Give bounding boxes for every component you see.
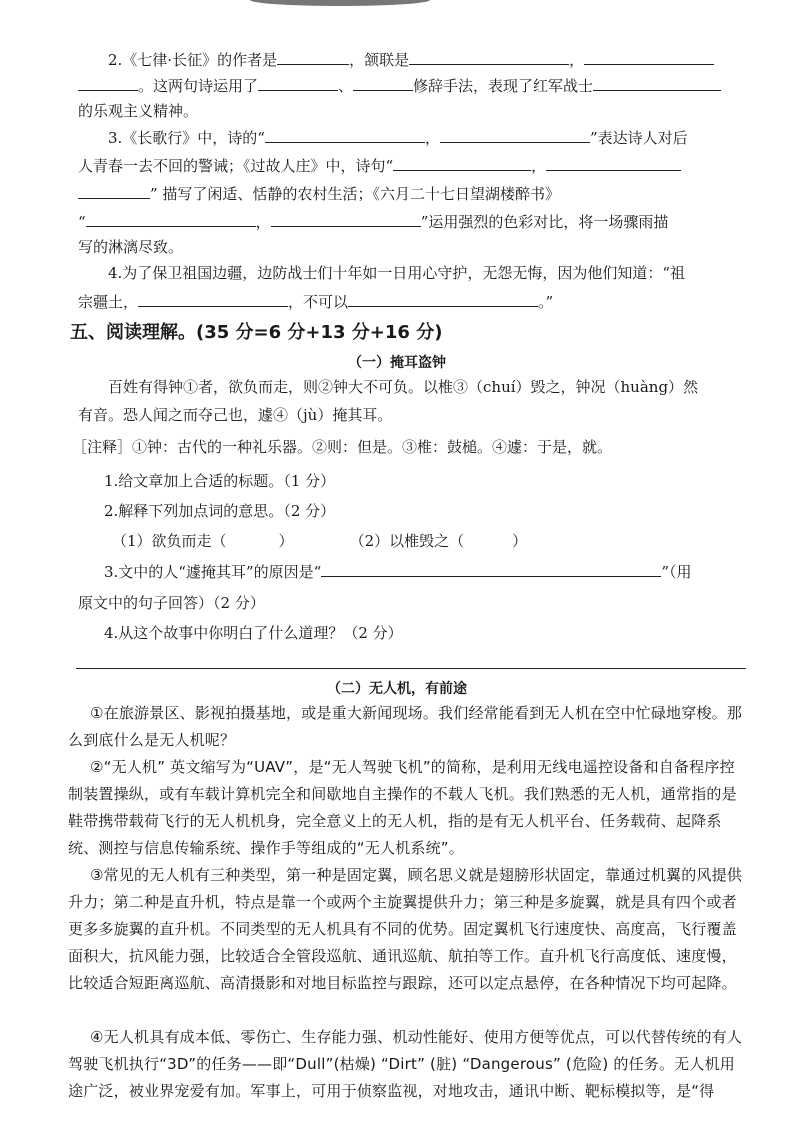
question-3-cont: 原文中的句子回答）（2 分） [78,594,265,612]
passage1-text-line2: 有音。恐人闻之而夺己也，遽④（jù）掩其耳。 [78,406,393,424]
answer-blank[interactable] [271,210,421,227]
answer-blank[interactable] [227,530,279,546]
passage1-title: （一）掩耳盗钟 [348,355,446,371]
answer-blank[interactable] [78,182,150,199]
answer-blank[interactable] [353,74,413,91]
answer-blank[interactable] [258,74,338,91]
q3-line3: ” 描写了闲适、恬静的农村生活；《六月二十七日望湖楼醉书》 [78,182,742,205]
passage2-paragraph-1: ①在旅游景区、影视拍摄基地，或是重大新闻现场。我们经常能看到无人机在空中忙碌地穿梭。那么到底什么是无人机呢？ [68,704,743,749]
q2-line2: 。这两句诗运用了 、 修辞手法，表现了红军战士 [78,74,742,97]
q3-line2: 人青春一去不回的警诫；《过故人庄》中，诗句“ ， [78,154,742,177]
answer-blank[interactable] [321,560,661,577]
passage2-paragraph-2: ②“无人机” 英文缩写为“UAV”，是“无人驾驶飞机”的简称，是利用无线电遥控设备和自备程序控制装置操纵，或有车载计算机完全和间歇地自主操作的不载人飞机。我们熟悉的无人机，通常指的是鞋带携带载荷飞行的无人机机身，完全意义上的无人机，指的是有无人机平台、任务载荷、起降系统、测控与信息传输系统、操作手等组成的“无人机系统”。 [68,758,737,857]
answer-blank[interactable] [464,530,512,546]
answer-blank[interactable] [584,48,714,65]
answer-blank[interactable] [277,48,349,65]
q3-line5: 写的淋漓尽致。 [78,238,184,256]
passage2-paragraph-4: ④无人机具有成本低、零伤亡、生存能力强、机动性能好、使用方便等优点，可以代替传统的有人驾驶飞机执行“3D”的任务——即“Dull”(枯燥) “Dirt” (脏) “Dangerous” (危险) 的任务。无人机用途广泛，被业界宠爱有加。军事上，可用于侦察监视，对地攻击，通讯中断、靶标模拟等，是“得 [68,1028,743,1100]
question-2: 2.解释下列加点词的意思。（2 分） [104,502,336,520]
question-1: 1.给文章加上合适的标题。（1 分） [104,472,336,490]
passage2-paragraph-3: ③常见的无人机有三种类型，第一种是固定翼，顾名思义就是翅膀形状固定，靠通过机翼的风提供升力；第二种是直升机，特点是靠一个或两个主旋翼提供升力；第三种是多旋翼，就是具有四个或者更多多旋翼的直升机。不同类型的无人机具有不同的优势。固定翼机飞行速度快、高度高，飞行覆盖面积大，抗风能力强，比较适合全管段巡航、通讯巡航、航拍等工作。直升机飞行高度低、速度慢，比较适合短距离巡航、高清摄影和对地目标监控与跟踪，还可以定点悬停，在各种情况下均可起降。 [68,866,743,992]
answer-blank[interactable] [393,154,531,171]
q2-line3: 的乐观主义精神。 [78,102,199,120]
passage1-note: ［注释］①钟：古代的一种礼乐器。②则：但是。③椎：鼓槌。④遽：于是，就。 [72,438,613,456]
answer-blank[interactable] [78,74,138,91]
q3-line1: 3.《长歌行》中，诗的“ ， ”表达诗人对后 [78,126,742,149]
answer-line[interactable] [76,668,746,669]
answer-blank[interactable] [86,210,256,227]
passage2-title: （二）无人机，有前途 [327,681,467,697]
question-4: 4.从这个故事中你明白了什么道理？（2 分） [104,624,403,642]
answer-blank[interactable] [440,126,590,143]
question-3: 3.文中的人“遽掩其耳”的原因是“ ”（用 [104,560,742,583]
scan-mark [250,0,430,6]
question-2-items: （1）欲负而走（ ） （2）以椎毁之（ ） [112,532,528,550]
q4-line1: 4.为了保卫祖国边疆，边防战士们十年如一日用心守护，无怨无悔，因为他们知道：“祖 [108,264,685,282]
answer-blank[interactable] [348,290,538,307]
answer-blank[interactable] [138,290,288,307]
answer-blank[interactable] [265,126,425,143]
answer-blank[interactable] [593,74,721,91]
q4-line2: 宗疆土， ，不可以 。” [78,290,742,313]
section-title: 五、阅读理解。(35 分=6 分+13 分+16 分) [70,322,443,343]
q3-line4: “ ， ”运用强烈的色彩对比，将一场骤雨描 [78,210,742,233]
answer-blank[interactable] [546,154,681,171]
answer-blank[interactable] [409,48,569,65]
q2-line1: 2.《七律·长征》的作者是 ，颔联是 ， [78,48,742,71]
passage1-text-line1: 百姓有得钟①者，欲负而走，则②钟大不可负。以椎③（chuí）毁之，钟况（huàng）然 [108,378,699,396]
